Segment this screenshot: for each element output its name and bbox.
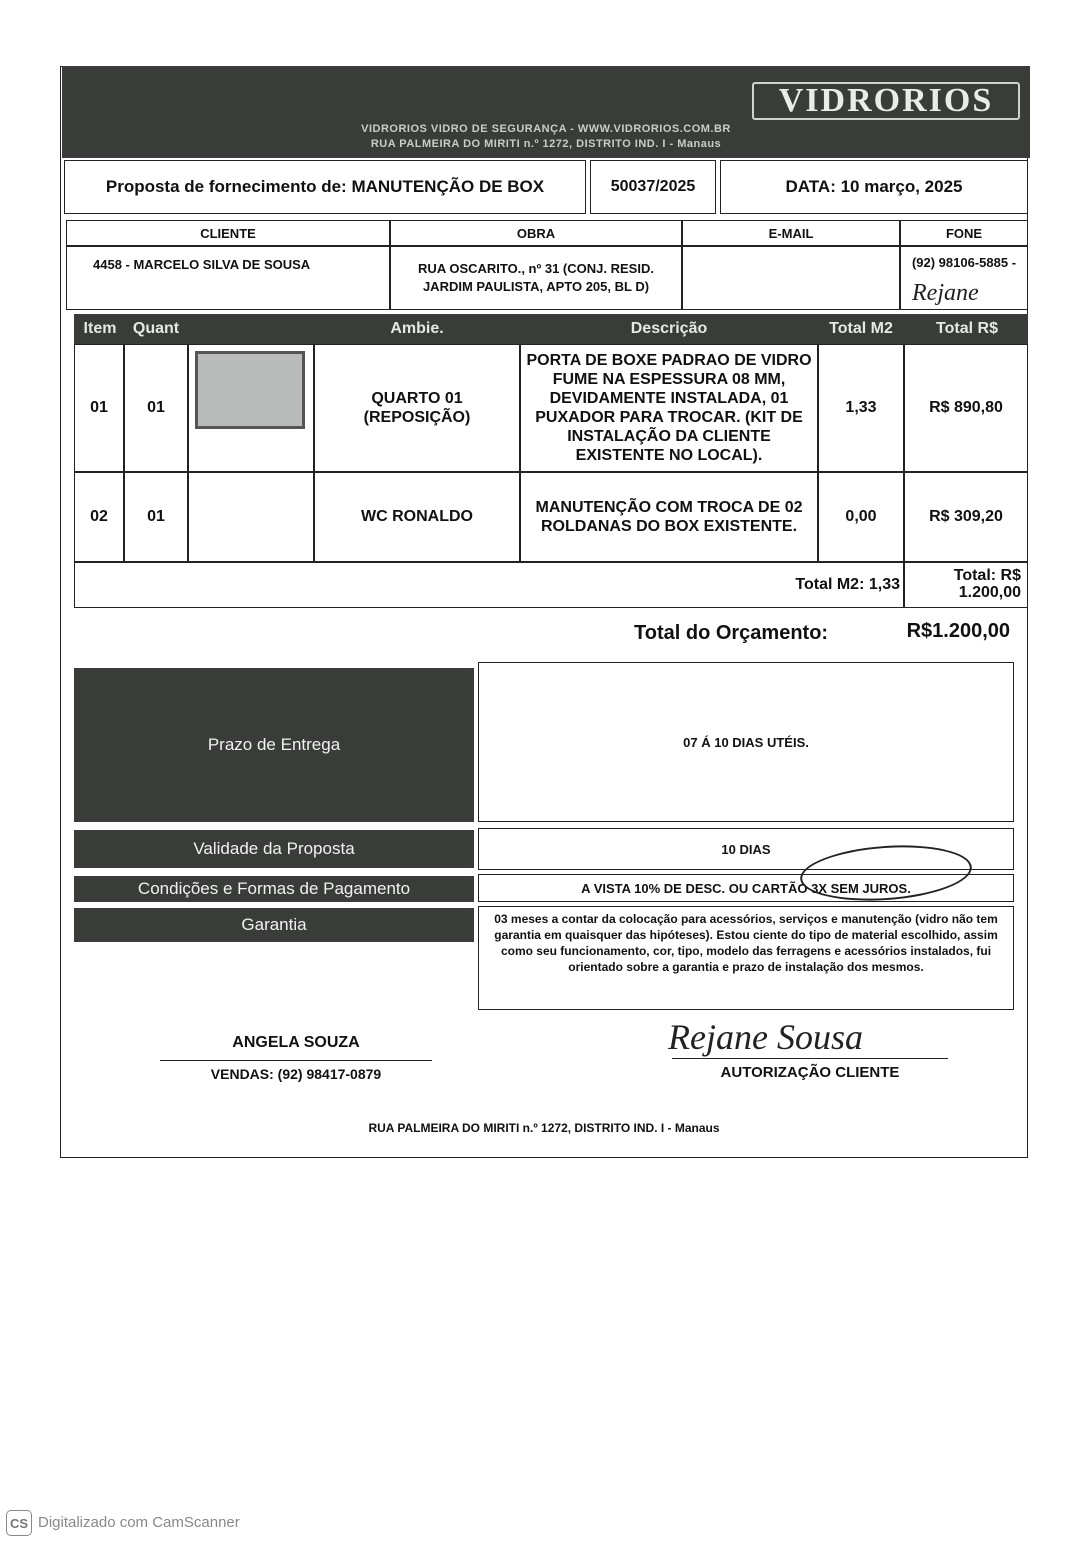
th-total-rs: Total R$ <box>906 314 1028 344</box>
seller-signature-line <box>160 1060 432 1061</box>
header-tagline: VIDRORIOS VIDRO DE SEGURANÇA - WWW.VIDRORIOS.COM.BR <box>361 123 731 135</box>
garantia-label: Garantia <box>74 908 474 942</box>
pagamento-value: A VISTA 10% DE DESC. OU CARTÃO 3X SEM JUROS. <box>478 874 1014 902</box>
row2-m2: 0,00 <box>818 472 904 562</box>
client-authorization-label: AUTORIZAÇÃO CLIENTE <box>720 1063 900 1081</box>
proposal-date: DATA: 10 março, 2025 <box>720 160 1028 214</box>
th-ambiente: Ambie. <box>316 314 518 344</box>
pagamento-label: Condições e Formas de Pagamento <box>74 876 474 902</box>
client-phone: (92) 98106-5885 - <box>900 246 1028 310</box>
total-rs: Total: R$ 1.200,00 <box>904 562 1028 608</box>
th-item: Item <box>78 314 122 344</box>
seller-phone: VENDAS: (92) 98417-0879 <box>210 1066 382 1082</box>
row1-ambiente: QUARTO 01 (REPOSIÇÃO) <box>314 344 520 472</box>
row2-item: 02 <box>74 472 124 562</box>
proposal-number: 50037/2025 <box>590 160 716 214</box>
seller-name: ANGELA SOUZA <box>232 1034 360 1051</box>
company-logo: VIDRORIOS <box>752 82 1020 120</box>
proposal-title: Proposta de fornecimento de: MANUTENÇÃO DE BOX <box>64 160 586 214</box>
th-total-m2: Total M2 <box>820 314 902 344</box>
row2-ambiente: WC RONALDO <box>314 472 520 562</box>
row2-image-cell <box>188 472 314 562</box>
header-address: RUA PALMEIRA DO MIRITI n.º 1272, DISTRITO IND. I - Manaus <box>370 138 722 150</box>
header-fone: FONE <box>900 220 1028 246</box>
validade-label: Validade da Proposta <box>74 830 474 868</box>
row1-descricao: PORTA DE BOXE PADRAO DE VIDRO FUME NA ESPESSURA 08 MM, DEVIDAMENTE INSTALADA, 01 PUXADOR PARA TROCAR. (KIT DE INSTALAÇÃO DA CLIENTE EXISTENTE NO LOCAL). <box>520 344 818 472</box>
header-email: E-MAIL <box>682 220 900 246</box>
header-obra: OBRA <box>390 220 682 246</box>
row1-image-cell <box>188 344 314 472</box>
header-cliente: CLIENTE <box>66 220 390 246</box>
garantia-value: 03 meses a contar da colocação para acessórios, serviços e manutenção (vidro não tem garantia em quaisquer das hipóteses). Estou ciente do tipo de material escolhido, assim como seu funcionamento, cor, tipo, modelo das ferragens e acessórios instalados, fui orientado sobre a garantia e prazo de instalação dos mesmos. <box>478 906 1014 1010</box>
row2-quant: 01 <box>124 472 188 562</box>
client-initial-signature: Rejane <box>912 280 979 306</box>
row1-item: 01 <box>74 344 124 472</box>
row1-total: R$ 890,80 <box>904 344 1028 472</box>
row1-m2: 1,33 <box>818 344 904 472</box>
client-obra: RUA OSCARITO., nº 31 (CONJ. RESID. JARDIM PAULISTA, APTO 205, BL D) <box>390 246 682 310</box>
total-m2: Total M2: 1,33 <box>795 576 900 593</box>
client-email <box>682 246 900 310</box>
product-image-redacted <box>195 351 305 429</box>
client-signature-line <box>672 1058 948 1059</box>
prazo-value: 07 Á 10 DIAS UTÉIS. <box>478 662 1014 822</box>
client-name: 4458 - MARCELO SILVA DE SOUSA <box>66 246 390 310</box>
th-descricao: Descrição <box>520 314 818 344</box>
orcamento-value: R$1.200,00 <box>906 620 1010 642</box>
footer-address: RUA PALMEIRA DO MIRITI n.º 1272, DISTRITO IND. I - Manaus <box>368 1121 720 1135</box>
camscanner-icon: CS <box>6 1510 32 1536</box>
orcamento-label: Total do Orçamento: <box>634 622 829 644</box>
client-signature: Rejane Sousa <box>668 1017 863 1057</box>
th-quant: Quant <box>124 314 188 344</box>
camscanner-text: Digitalizado com CamScanner <box>38 1514 240 1531</box>
row1-quant: 01 <box>124 344 188 472</box>
row2-total: R$ 309,20 <box>904 472 1028 562</box>
prazo-label: Prazo de Entrega <box>74 668 474 822</box>
row2-descricao: MANUTENÇÃO COM TROCA DE 02 ROLDANAS DO BOX EXISTENTE. <box>520 472 818 562</box>
validade-value: 10 DIAS <box>478 828 1014 870</box>
